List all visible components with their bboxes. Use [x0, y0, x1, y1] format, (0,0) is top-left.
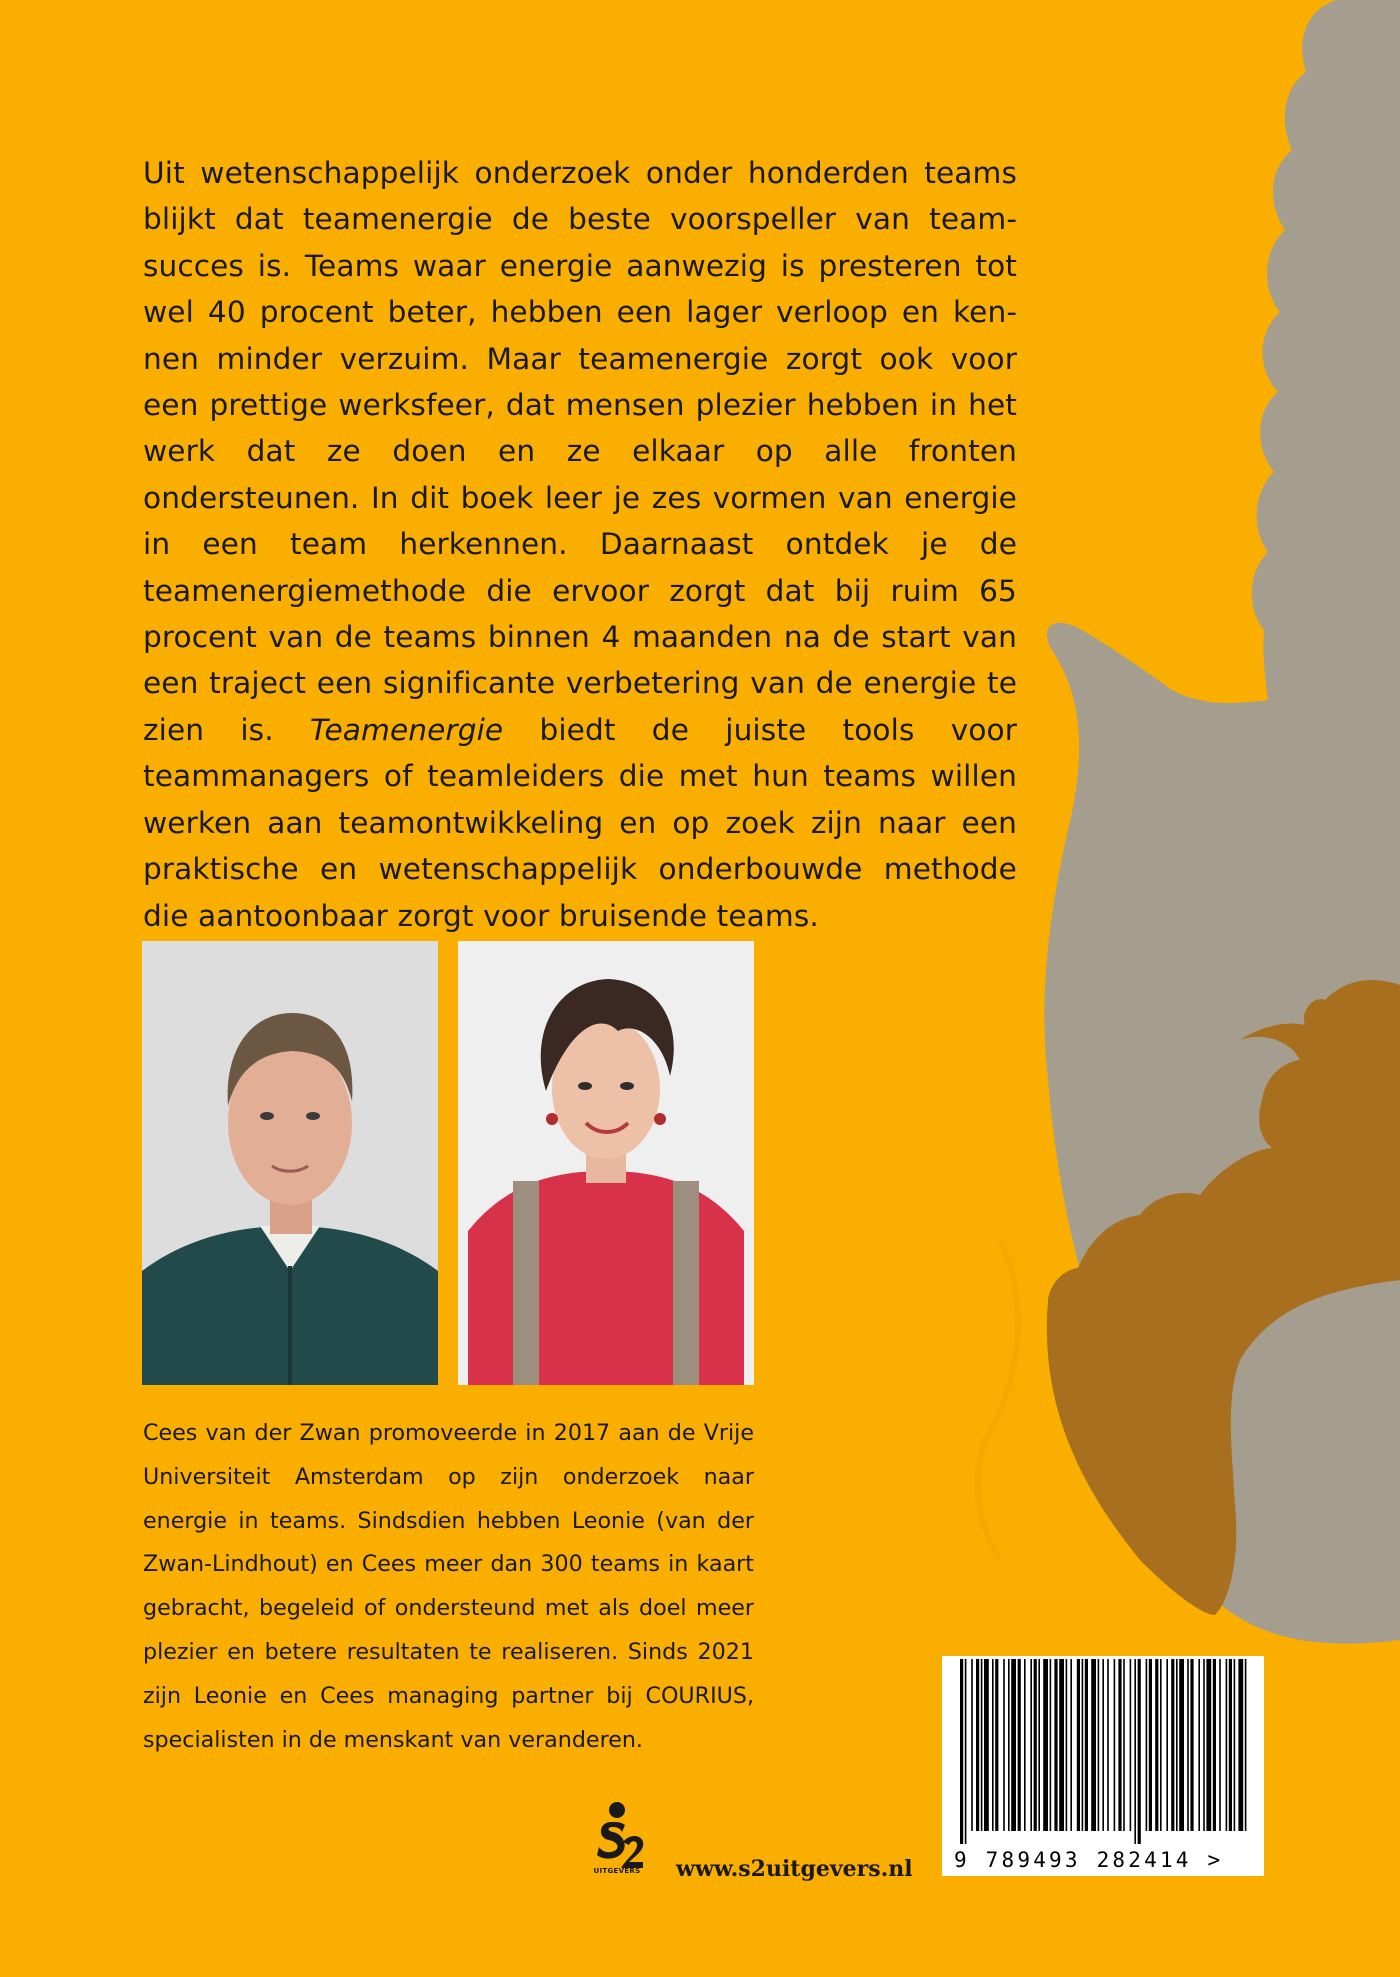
barcode-bar [1146, 1659, 1148, 1831]
barcode-bar [1024, 1659, 1026, 1831]
blurb-text-part1: Uit wetenschappelijk onderzoek onder honderden teams blijkt dat teamenergie de beste voorspeller van teamsucces is. Teams waar energie aanwezig is presteren tot wel 40 procent beter, hebben een lager verloop en kennen minder verzuim. Maar teamenergie zorgt ook voor een prettige werksfeer, dat mensen plezier hebben in het werk dat ze doen en ze elkaar op alle fronten ondersteunen. In dit boek leer je zes vormen van energie in een team herkennen. Daarnaast ontdek je de teamenergiemethode die ervoor zorgt dat bij ruim 65 procent van de teams binnen 4 maanden na de start van een traject een significante verbetering van de energie te zien is. [143, 156, 1017, 747]
barcode-bar [1091, 1659, 1096, 1831]
author-photo-leonie [458, 941, 754, 1385]
barcode-bar [1234, 1659, 1236, 1831]
barcode-bar [960, 1659, 963, 1844]
barcode-bar [1034, 1659, 1037, 1831]
barcode-bar [1077, 1659, 1080, 1831]
barcode-bar [1203, 1659, 1205, 1831]
blurb-text-part2: biedt de juiste tools voor teammanagers of teamleiders die met hun teams willen werken aan teamontwikkeling en op zoek zijn naar een praktische en wetenschappelijk onderbouwde methode die aantoonbaar zorgt voor bruisende teams. [143, 712, 1018, 933]
barcode-bar [1050, 1659, 1052, 1831]
barcode-bar [1118, 1659, 1121, 1831]
barcode-bar [1179, 1659, 1184, 1831]
barcode-bar [1176, 1659, 1178, 1831]
barcode-bar [1123, 1659, 1125, 1831]
back-cover-blurb [143, 150, 1017, 939]
barcode-bar [1082, 1659, 1084, 1831]
barcode-bar [981, 1659, 983, 1831]
barcode-bar [1213, 1659, 1216, 1831]
barcode-bar [1102, 1659, 1104, 1831]
barcode-bar [1190, 1659, 1193, 1831]
barcode-bar [1245, 1659, 1247, 1831]
barcode-bar [1198, 1659, 1200, 1831]
barcode-bar [1114, 1659, 1116, 1831]
author-photo-cees [142, 941, 438, 1385]
barcode-bar [1018, 1659, 1021, 1831]
author-bio: Cees van der Zwan promoveerde in 2017 aan de Vrije Universiteit Amsterdam op zijn onderzoek naar energie in teams. Sindsdien hebben Leonie (van der Zwan-Lindhout) en Cees meer dan 300 teams in kaart gebracht, begeleid of ondersteund met als doel meer plezier en betere resultaten te realiseren. Sinds 2021 zijn Leonie en Cees managing partner bij COURIUS, specialisten in de menskant van veranderen. [143, 1420, 754, 1753]
barcode-bar [1098, 1659, 1100, 1831]
barcode-bar [1085, 1659, 1088, 1831]
barcode-bar [1130, 1659, 1132, 1831]
barcode-bar [1059, 1659, 1064, 1831]
barcode-bar [1229, 1659, 1232, 1831]
isbn-barcode [942, 1656, 1264, 1876]
barcode-bar [1155, 1659, 1158, 1831]
faint-ghost-shape [978, 1240, 1018, 1560]
barcode-bar [1070, 1659, 1072, 1831]
barcode-bar [1030, 1659, 1032, 1831]
barcode-bar [1171, 1659, 1174, 1831]
barcode-bar [1054, 1659, 1057, 1831]
barcode-bar [1226, 1659, 1228, 1831]
barcode-bar [976, 1659, 979, 1831]
barcode-bar [995, 1659, 998, 1831]
barcode-bar [1160, 1659, 1162, 1831]
barcode-bar [1138, 1659, 1141, 1844]
barcode-bar [1038, 1659, 1040, 1831]
barcode-bars [954, 1659, 1254, 1844]
publisher-logo-caption: UITGEVERS [593, 1867, 641, 1875]
barcode-bar [1003, 1659, 1005, 1831]
barcode-bar [1107, 1659, 1109, 1831]
barcode-bar [1166, 1659, 1168, 1831]
barcode-bar [1187, 1659, 1189, 1831]
barcode-bar [1066, 1659, 1068, 1831]
barcode-bar [1206, 1659, 1211, 1831]
barcode-digits: 9 789493 282414 > [954, 1848, 1224, 1872]
barcode-bar [984, 1659, 989, 1831]
barcode-bar [1008, 1659, 1010, 1831]
barcode-bar [1043, 1659, 1048, 1831]
book-title-italic: Teamenergie [309, 712, 504, 747]
publisher-website: www.s2uitgevers.nl [676, 1856, 913, 1882]
barcode-bar [1149, 1659, 1152, 1831]
barcode-bar [1011, 1659, 1016, 1831]
barcode-bar [1134, 1659, 1136, 1844]
barcode-bar [1238, 1659, 1243, 1831]
barcode-bar [965, 1659, 967, 1844]
barcode-bar [992, 1659, 994, 1831]
barcode-bar [1219, 1659, 1221, 1831]
barcode-bar [971, 1659, 973, 1831]
